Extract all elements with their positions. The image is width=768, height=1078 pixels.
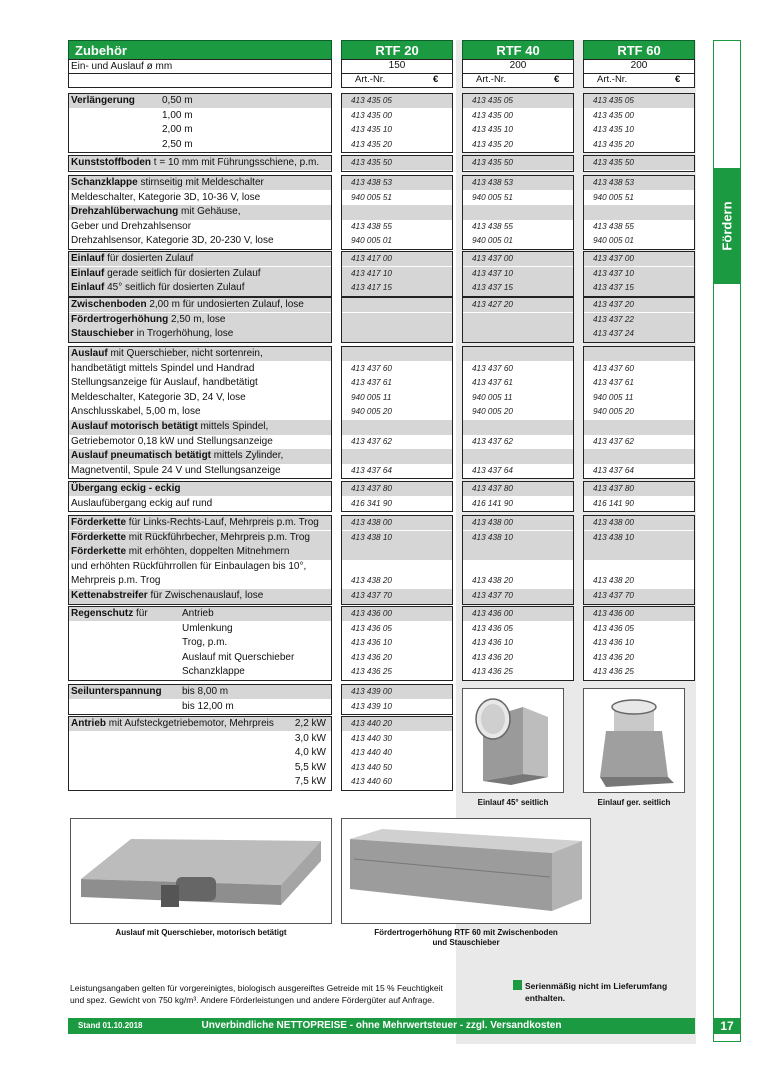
- article-number: 413 436 05: [593, 623, 634, 633]
- row-value-shade: [463, 449, 573, 464]
- row-sub-label: 2,50 m: [162, 138, 193, 150]
- section-value-shade: [342, 347, 452, 361]
- article-number: 413 437 61: [593, 378, 634, 388]
- image-einlauf-45: [462, 688, 564, 793]
- art-nr-label: Art.-Nr.: [476, 74, 507, 85]
- article-number: 413 436 00: [472, 609, 513, 618]
- row-sub-label: 1,00 m: [162, 109, 193, 121]
- diameter-label: Ein- und Auslauf ø mm: [71, 61, 173, 72]
- article-number: 413 435 05: [472, 96, 513, 105]
- row-value-shade: [342, 205, 452, 220]
- row-description: Einlauf 45° seitlich für dosierten Zulauf: [71, 282, 245, 294]
- einlauf-gerade-illustration: [584, 689, 684, 792]
- article-number: 413 436 25: [593, 667, 634, 677]
- row-sub-label: bis 12,00 m: [182, 700, 234, 712]
- row-description: Förderkette mit erhöhten, doppelten Mitnehmern: [71, 546, 290, 558]
- row-description: Einlauf gerade seitlich für dosierten Zulauf: [71, 267, 261, 279]
- article-number: 413 437 70: [351, 591, 392, 600]
- article-number: 413 437 10: [472, 268, 513, 278]
- article-number: 413 438 53: [351, 178, 392, 187]
- article-number: 413 435 50: [351, 158, 392, 167]
- caption-trog-2: und Stauschieber: [432, 938, 500, 947]
- row-description: Stauschieber in Trogerhöhung, lose: [71, 328, 234, 340]
- section-value-shade: [584, 347, 694, 361]
- row-kw-label: 7,5 kW: [294, 776, 326, 788]
- row-kw-label: 4,0 kW: [294, 747, 326, 759]
- footer-note-2: und spez. Gewicht von 750 kg/m³. Andere Förderleistungen und andere Fördergüter auf Anfrage.: [70, 995, 435, 1005]
- article-number: 413 436 20: [351, 652, 392, 662]
- footer-bar: [68, 1018, 695, 1034]
- side-tab: [713, 168, 741, 284]
- row-description: Auslauf mit Querschieber, nicht sortenrein,: [71, 348, 263, 359]
- article-number: 413 437 22: [593, 314, 634, 324]
- article-number: 413 437 00: [472, 254, 513, 263]
- row-sub-label: 2,00 m: [162, 124, 193, 136]
- art-nr-label: Art.-Nr.: [597, 74, 628, 85]
- row-value-shade: [463, 205, 573, 220]
- article-number: 413 437 80: [472, 484, 513, 493]
- article-number: 413 436 20: [593, 652, 634, 662]
- auslauf-motorisch-illustration: [71, 819, 331, 923]
- article-number: 413 440 40: [351, 748, 392, 758]
- article-number: 413 436 05: [351, 623, 392, 633]
- article-number: 413 436 00: [351, 609, 392, 618]
- row-kw-label: 5,5 kW: [294, 761, 326, 773]
- article-number: 413 437 60: [351, 363, 392, 373]
- article-number: 413 436 10: [472, 638, 513, 648]
- article-number: 413 436 05: [472, 623, 513, 633]
- article-number: 413 417 00: [351, 254, 392, 263]
- article-number: 413 437 80: [593, 484, 634, 493]
- row-sub-label: bis 8,00 m: [182, 686, 229, 697]
- diameter-value: 200: [630, 60, 648, 71]
- row-sub-label: Umlenkung: [182, 622, 233, 634]
- footer-price-note: Unverbindliche NETTOPREISE - ohne Mehrwertsteuer - zzgl. Versandkosten: [201, 1020, 562, 1031]
- row-description: Anschlusskabel, 5,00 m, lose: [71, 406, 201, 418]
- section-value-shade: [463, 347, 573, 361]
- article-number: 413 435 20: [351, 139, 392, 149]
- article-number: 413 439 00: [351, 687, 392, 696]
- article-number: 413 438 00: [351, 518, 392, 527]
- article-number: 416 341 90: [351, 498, 392, 508]
- row-description: Regenschutz für: [71, 608, 148, 619]
- article-number: 413 440 20: [351, 719, 392, 728]
- article-number: 940 005 20: [472, 407, 513, 417]
- diameter-label-separator: [68, 73, 332, 74]
- image-foerdertrog: [341, 818, 591, 924]
- article-number: 413 437 10: [593, 268, 634, 278]
- article-number: 940 005 51: [593, 192, 634, 202]
- article-number: 413 440 50: [351, 762, 392, 772]
- article-number: 416 141 90: [472, 498, 513, 508]
- row-description: Auslauf pneumatisch betätigt mittels Zylinder,: [71, 450, 284, 462]
- row-value-shade: [342, 327, 452, 342]
- article-number: 413 440 30: [351, 733, 392, 743]
- article-number: 413 436 25: [351, 667, 392, 677]
- row-description: Seilunterspannung: [71, 686, 162, 697]
- header-rtf60: [583, 40, 695, 60]
- row-kw-label: 2,2 kW: [294, 718, 326, 729]
- article-number: 413 437 24: [593, 329, 634, 339]
- row-description: Verlängerung: [71, 95, 135, 106]
- article-number: 413 437 15: [593, 283, 634, 293]
- article-number: 413 437 64: [472, 465, 513, 475]
- article-number: 413 437 64: [593, 465, 634, 475]
- side-tab-label: Fördern: [719, 201, 735, 251]
- article-number: 413 436 00: [593, 609, 634, 618]
- caption-einlauf-gerade: Einlauf ger. seitlich: [597, 798, 671, 807]
- row-value-shade: [463, 327, 573, 342]
- article-number: 413 438 20: [472, 576, 513, 586]
- article-number: 940 005 51: [351, 192, 392, 202]
- row-description: Stellungsanzeige für Auslauf, handbetätigt: [71, 377, 258, 389]
- row-sub-label: Auslauf mit Querschieber: [182, 651, 295, 663]
- article-number: 413 436 10: [351, 638, 392, 648]
- row-sub-label: Trog, p.m.: [182, 637, 228, 649]
- row-sub-label: Antrieb: [182, 608, 214, 619]
- article-number: 413 435 50: [593, 158, 634, 167]
- legend-text-1: Serienmäßig nicht im Lieferumfang: [525, 981, 668, 991]
- row-value-shade: [584, 545, 694, 560]
- row-description: Kettenabstreifer für Zwischenauslauf, lose: [71, 590, 264, 601]
- diameter-value: 200: [509, 60, 527, 71]
- row-description: Zwischenboden 2,00 m für undosierten Zulauf, lose: [71, 299, 304, 310]
- row-description: und erhöhten Rückführrollen für Einbaulagen bis 10°,: [71, 560, 307, 572]
- article-number: 413 437 00: [593, 254, 634, 263]
- article-number: 413 438 10: [351, 532, 392, 542]
- article-number: 940 005 11: [472, 392, 513, 402]
- row-description: Drehzahlüberwachung mit Gehäuse,: [71, 206, 241, 218]
- article-number: 940 005 11: [351, 392, 392, 402]
- row-description: Mehrpreis p.m. Trog: [71, 575, 161, 587]
- row-description: Meldeschalter, Kategorie 3D, 10-36 V, lose: [71, 191, 261, 203]
- header-rtf40: [462, 40, 574, 60]
- article-number: 413 435 20: [593, 139, 634, 149]
- article-number: 413 437 61: [351, 378, 392, 388]
- row-description: Geber und Drehzahlsensor: [71, 220, 192, 232]
- article-number: 413 436 20: [472, 652, 513, 662]
- legend-text-2: enthalten.: [525, 993, 566, 1003]
- article-number: 413 437 70: [472, 591, 513, 600]
- article-number: 413 437 60: [472, 363, 513, 373]
- row-value-shade: [584, 205, 694, 220]
- row-description: Fördertrogerhöhung 2,50 m, lose: [71, 313, 226, 325]
- article-number: 413 436 10: [593, 638, 634, 648]
- legend-green-square: [513, 980, 522, 990]
- article-number: 413 436 25: [472, 667, 513, 677]
- article-number: 940 005 01: [593, 236, 634, 246]
- article-number: 413 437 62: [593, 436, 634, 446]
- article-number: 413 438 55: [593, 221, 634, 231]
- article-number: 413 438 20: [593, 576, 634, 586]
- article-number: 413 435 00: [593, 110, 634, 120]
- row-value-shade: [342, 313, 452, 328]
- row-description: Drehzahlsensor, Kategorie 3D, 20-230 V, lose: [71, 235, 274, 247]
- row-value-shade: [463, 545, 573, 560]
- article-number: 940 005 11: [593, 392, 634, 402]
- row-description: Meldeschalter, Kategorie 3D, 24 V, lose: [71, 391, 246, 403]
- article-number: 413 437 60: [593, 363, 634, 373]
- article-number: 413 437 15: [472, 283, 513, 293]
- article-number: 416 141 90: [593, 498, 634, 508]
- article-number: 413 440 60: [351, 777, 392, 787]
- col-title-rtf40: RTF 40: [496, 42, 540, 58]
- row-description: Magnetventil, Spule 24 V und Stellungsanzeige: [71, 464, 281, 476]
- article-number: 940 005 20: [593, 407, 634, 417]
- article-number: 413 417 15: [351, 283, 392, 293]
- row-description: Übergang eckig - eckig: [71, 483, 181, 494]
- footer-note-1: Leistungsangaben gelten für vorgereinigtes, biologisch ausgereiftes Getreide mit 15 % Feuchtigkeit: [70, 983, 443, 993]
- row-description: Auslaufübergang eckig auf rund: [71, 497, 213, 509]
- article-number: 413 435 05: [351, 96, 392, 105]
- col-title-rtf60: RTF 60: [617, 42, 661, 58]
- article-number: 413 437 70: [593, 591, 634, 600]
- header-zubehoer: [68, 40, 332, 60]
- row-value-shade: [584, 420, 694, 435]
- article-number: 413 427 20: [472, 300, 513, 309]
- row-description: Schanzklappe stirnseitig mit Meldeschalter: [71, 177, 264, 188]
- image-einlauf-gerade: [583, 688, 685, 793]
- image-auslauf-motorisch: [70, 818, 332, 924]
- euro-label: €: [554, 74, 560, 85]
- article-number: 413 438 55: [351, 221, 392, 231]
- article-number: 413 437 20: [593, 300, 634, 309]
- row-value-shade: [463, 313, 573, 328]
- article-number: 413 435 00: [472, 110, 513, 120]
- page-number: 17: [713, 1018, 741, 1034]
- row-value-shade: [342, 420, 452, 435]
- article-number: 940 005 20: [351, 407, 392, 417]
- header-title: Zubehör: [75, 42, 127, 58]
- article-number: 940 005 01: [351, 236, 392, 246]
- article-number: 413 439 10: [351, 701, 392, 711]
- row-sub-label: 0,50 m: [162, 95, 193, 106]
- article-number: 413 438 55: [472, 221, 513, 231]
- article-number: 413 435 10: [351, 125, 392, 135]
- foerdertrog-illustration: [342, 819, 590, 923]
- caption-einlauf-45: Einlauf 45° seitlich: [477, 798, 549, 807]
- caption-trog-1: Fördertrogerhöhung RTF 60 mit Zwischenboden: [374, 928, 558, 937]
- article-number: 413 435 10: [472, 125, 513, 135]
- row-description: Förderkette mit Rückführbecher, Mehrpreis p.m. Trog: [71, 531, 310, 543]
- row-value-shade: [463, 420, 573, 435]
- article-number: 413 435 10: [593, 125, 634, 135]
- row-description: Einlauf für dosierten Zulauf: [71, 253, 194, 264]
- header-rtf20: [341, 40, 453, 60]
- row-description: Antrieb mit Aufsteckgetriebemotor, Mehrpreis: [71, 718, 274, 729]
- einlauf-45-illustration: [463, 689, 563, 792]
- article-number: 413 435 05: [593, 96, 634, 105]
- footer-stand: Stand 01.10.2018: [78, 1021, 143, 1030]
- row-kw-label: 3,0 kW: [294, 732, 326, 744]
- article-number: 413 438 00: [593, 518, 634, 527]
- euro-label: €: [675, 74, 681, 85]
- article-number: 413 437 80: [351, 484, 392, 493]
- row-description: Kunststoffboden t = 10 mm mit Führungsschiene, p.m.: [71, 157, 320, 168]
- diameter-value: 150: [388, 60, 406, 71]
- col-title-rtf20: RTF 20: [375, 42, 419, 58]
- row-description: Getriebemotor 0,18 kW und Stellungsanzeige: [71, 435, 273, 447]
- article-number: 413 437 62: [351, 436, 392, 446]
- article-number: 413 417 10: [351, 268, 392, 278]
- article-number: 413 438 10: [593, 532, 634, 542]
- euro-label: €: [433, 74, 439, 85]
- article-number: 413 438 53: [593, 178, 634, 187]
- article-number: 413 435 50: [472, 158, 513, 167]
- row-description: Auslauf motorisch betätigt mittels Spindel,: [71, 421, 269, 432]
- art-nr-label: Art.-Nr.: [355, 74, 386, 85]
- caption-auslauf: Auslauf mit Querschieber, motorisch betätigt: [115, 928, 287, 937]
- article-number: 413 435 00: [351, 110, 392, 120]
- article-number: 413 438 53: [472, 178, 513, 187]
- article-number: 413 437 64: [351, 465, 392, 475]
- article-number: 940 005 51: [472, 192, 513, 202]
- article-number: 413 435 20: [472, 139, 513, 149]
- row-value-shade: [342, 545, 452, 560]
- row-value-shade: [584, 449, 694, 464]
- section-value-shade: [342, 298, 452, 312]
- article-number: 413 437 62: [472, 436, 513, 446]
- article-number: 413 437 61: [472, 378, 513, 388]
- article-number: 413 438 20: [351, 576, 392, 586]
- article-number: 413 438 00: [472, 518, 513, 527]
- row-description: Förderkette für Links-Rechts-Lauf, Mehrpreis p.m. Trog: [71, 517, 319, 528]
- row-sub-label: Schanzklappe: [182, 666, 245, 678]
- article-number: 940 005 01: [472, 236, 513, 246]
- row-value-shade: [342, 449, 452, 464]
- row-description: handbetätigt mittels Spindel und Handrad: [71, 362, 255, 374]
- article-number: 413 438 10: [472, 532, 513, 542]
